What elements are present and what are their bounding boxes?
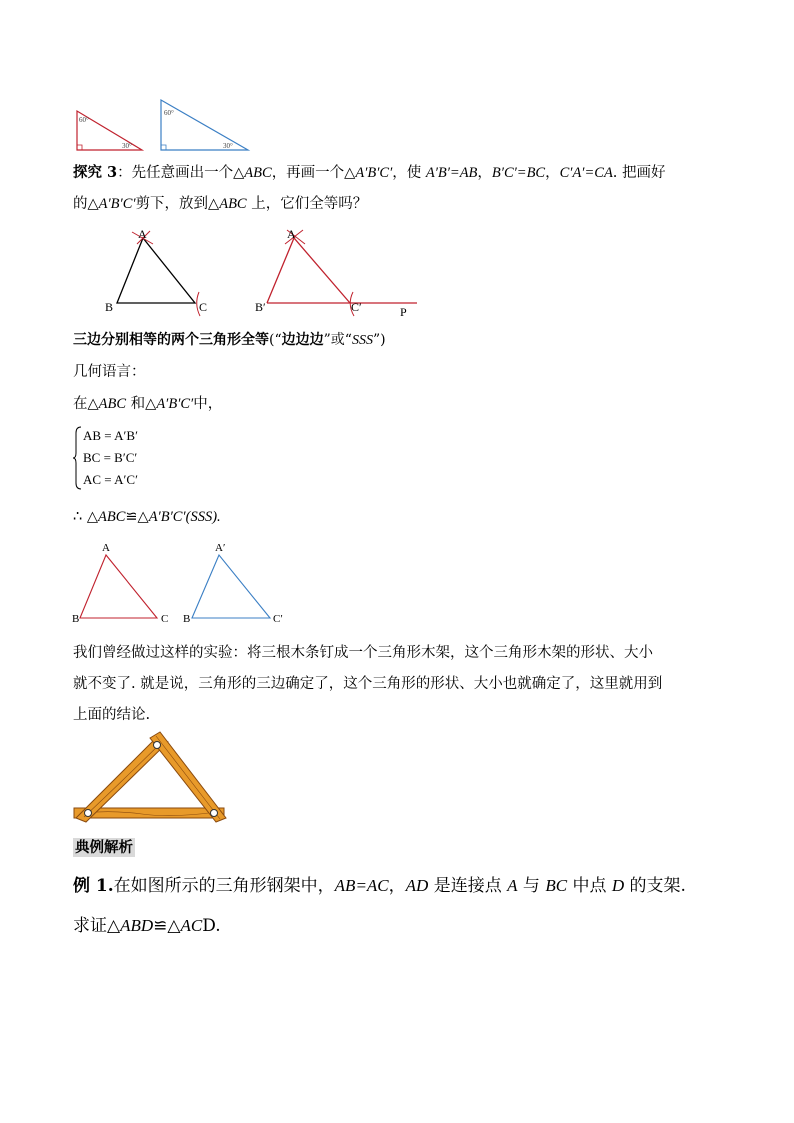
- example-text: 中点: [567, 876, 612, 896]
- math-d: D: [611, 876, 625, 895]
- math-sss: (SSS).: [185, 509, 221, 525]
- section-title: [73, 838, 135, 858]
- geo-text: 中，: [193, 396, 223, 412]
- wooden-triangle-frame: [72, 728, 230, 828]
- math-a: A: [507, 876, 518, 895]
- fig-congruent-triangles: [70, 538, 290, 628]
- congruent-symbol: ≌△: [153, 916, 181, 936]
- blue-right-triangle: [161, 100, 248, 150]
- eq-ab: AB = A′B′: [83, 428, 138, 443]
- nail-right: [211, 810, 218, 817]
- math-abd: ABD: [120, 916, 154, 935]
- theorem-main: 三边分别相等的两个三角形全等: [73, 332, 269, 348]
- label-C: C: [161, 613, 169, 625]
- theorem-paren: ”): [372, 332, 386, 348]
- explore3-line1: [73, 163, 666, 183]
- theorem-sss-cn: 边边边: [281, 332, 324, 348]
- label-C-prime: C′: [351, 300, 362, 314]
- label-B: B: [72, 613, 80, 625]
- explore3-text: 剪下，放到△: [135, 196, 220, 212]
- math-abc-prime: A′B′C′: [355, 165, 393, 181]
- math-eq2: B′C′=BC: [491, 165, 546, 181]
- math-bc: BC: [545, 876, 568, 895]
- blue-triangle: [183, 542, 283, 625]
- example-text: 在如图所示的三角形钢架中，: [113, 876, 335, 896]
- math-abc: ABC: [244, 165, 272, 181]
- math-abc: ABC: [219, 196, 247, 212]
- math-eq3: C′A′=CA: [559, 165, 613, 181]
- theorem-mid: ”或“: [323, 332, 352, 348]
- congruent-symbol: ≌△: [125, 509, 149, 525]
- fig-construction: [95, 222, 425, 320]
- red-right-triangle: [77, 111, 142, 150]
- math-eq1: A′B′=AB: [425, 165, 478, 181]
- para-line1: 我们曾经做过这样的实验：将三根木条钉成一个三角形木架，这个三角形木架的形状、大小: [73, 645, 653, 661]
- blue-angle-top: 60°: [164, 109, 174, 117]
- example-text: 与: [517, 876, 546, 896]
- example-text: D.: [202, 916, 221, 936]
- example-label: 例 1.: [73, 876, 114, 896]
- theorem-sss: [73, 330, 386, 351]
- label-A: A: [102, 542, 110, 554]
- geo-title: 几何语言：: [73, 364, 146, 380]
- math-ab-ac: AB=AC: [334, 876, 389, 895]
- example1-line1: [73, 875, 686, 897]
- explore3-text: ，再画一个△: [271, 165, 356, 181]
- eq-bc: BC = B′C′: [83, 450, 138, 465]
- nail-left: [85, 810, 92, 817]
- red-angle-right: 30°: [122, 142, 132, 150]
- math-abc-prime: A′B′C′: [156, 396, 194, 412]
- label-B-prime: B′: [255, 300, 266, 314]
- black-triangle: [105, 227, 207, 316]
- therefore-text: ∴ △: [73, 509, 98, 525]
- para-line3: 上面的结论.: [73, 707, 151, 723]
- explore3-text: ：先任意画出一个△: [117, 165, 245, 181]
- para-line2: 就不变了. 就是说，三角形的三边确定了，这个三角形的形状、大小也就确定了，这里就用到: [73, 676, 663, 692]
- label-B: B: [105, 300, 114, 314]
- example-text: 是连接点: [428, 876, 508, 896]
- explore3-label: 探究 3: [73, 164, 118, 181]
- math-acd: AC: [180, 916, 203, 935]
- geo-conclusion: [73, 507, 221, 527]
- blue-angle-right: 30°: [223, 142, 233, 150]
- math-abc: ABC: [98, 509, 126, 525]
- section-title-text: 典例解析: [75, 839, 133, 856]
- eq-ac: AC = A′C′: [83, 472, 138, 487]
- label-B: B: [183, 613, 191, 625]
- explore3-text: 上，它们全等吗？: [246, 196, 368, 212]
- math-ad: AD: [405, 876, 429, 895]
- label-A: A: [287, 227, 296, 241]
- explore3-text: ，: [545, 165, 560, 181]
- theorem-sss: SSS: [351, 333, 373, 348]
- label-P: P: [400, 305, 407, 319]
- explore3-text: ，使: [392, 165, 426, 181]
- explore3-text: 的△: [73, 196, 99, 212]
- example-text: 的支架.: [624, 876, 686, 896]
- label-A: A: [138, 227, 147, 241]
- theorem-paren: (“: [269, 332, 282, 348]
- brace: [73, 425, 83, 491]
- label-A-prime: A′: [215, 542, 226, 554]
- explore3-text: ，: [477, 165, 492, 181]
- fig-right-triangles: [70, 98, 255, 154]
- example-text: ，: [388, 876, 406, 896]
- example1-line2: [73, 915, 221, 937]
- geo-intro: [73, 394, 222, 414]
- label-C-prime: C′: [273, 613, 283, 625]
- label-C: C: [199, 300, 208, 314]
- geo-text: 在△: [73, 396, 99, 412]
- math-abc-prime: A′B′C′: [148, 509, 186, 525]
- math-abc: ABC: [98, 396, 127, 412]
- example-text: 求证△: [73, 916, 121, 936]
- geo-text: 和△: [126, 396, 157, 412]
- nail-top: [154, 742, 161, 749]
- red-construction-triangle: [255, 227, 417, 319]
- red-angle-top: 60°: [79, 116, 89, 124]
- explore3-line2: [73, 194, 367, 214]
- red-triangle: [72, 542, 168, 625]
- explore3-text: . 把画好: [612, 165, 666, 181]
- math-abc-prime: A′B′C′: [98, 196, 136, 212]
